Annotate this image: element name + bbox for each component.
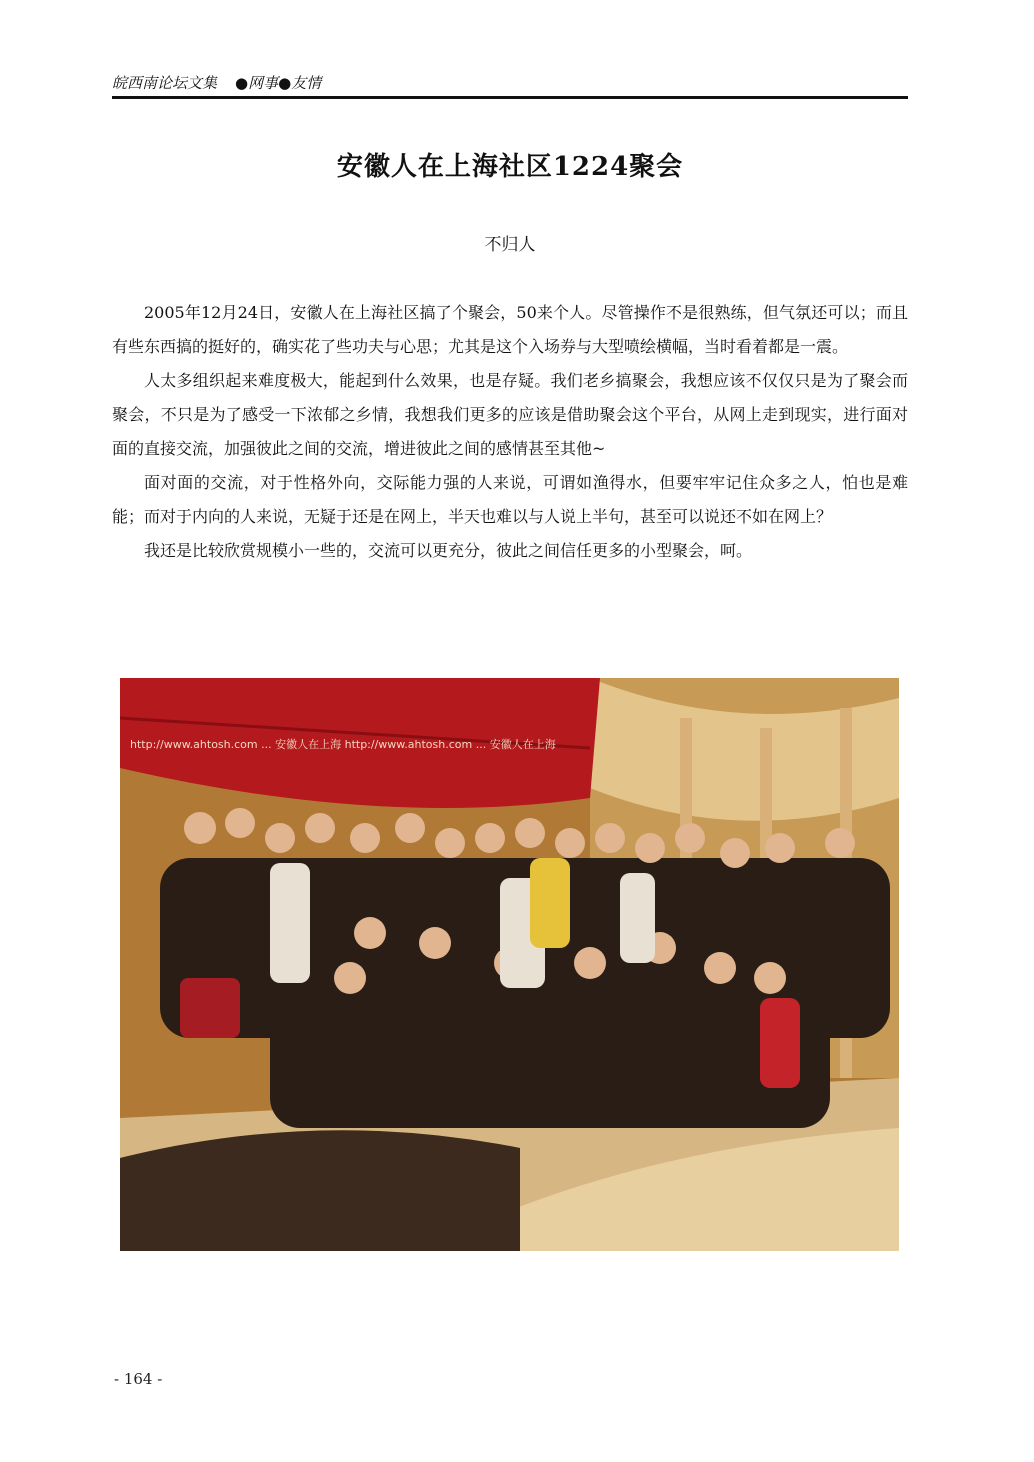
header-collection-title: 皖西南论坛文集 [112,74,218,92]
article-body [112,296,908,568]
paragraph-3: 面对面的交流，对于性格外向，交际能力强的人来说，可谓如渔得水，但要牢牢记住众多之人，怕也是难能；而对于内向的人来说，无疑于还是在网上，半天也难以与人说上半句，甚至可以说还不如在网上？ [112,473,908,526]
page-number: - 164 - [114,1370,163,1388]
paragraph-2: 人太多组织起来难度极大，能起到什么效果，也是存疑。我们老乡搞聚会，我想应该不仅仅只是为了聚会而聚会，不只是为了感受一下浓郁之乡情，我想我们更多的应该是借助聚会这个平台，从网上走到现实，进行面对面的直接交流，加强彼此之间的交流，增进彼此之间的感情甚至其他~ [112,371,908,458]
group-photo [120,678,899,1251]
article-author: 不归人 [484,235,536,255]
header-section-label: ●网事●友情 [235,74,322,92]
article-title: 安徽人在上海社区1224聚会 [336,152,684,182]
banner-text: http://www.ahtosh.com ... 安徽人在上海 http://www.ahtosh.com ... 安徽人在上海 [130,738,556,751]
header-rule [112,96,908,99]
paragraph-1: 2005年12月24日，安徽人在上海社区搞了个聚会，50来个人。尽管操作不是很熟练，但气氛还可以；而且有些东西搞的挺好的，确实花了些功夫与心思；尤其是这个入场券与大型喷绘横幅，当时看着都是一震。 [112,303,908,356]
running-header [112,72,908,94]
paragraph-4: 我还是比较欣赏规模小一些的，交流可以更充分，彼此之间信任更多的小型聚会，呵。 [144,541,753,560]
